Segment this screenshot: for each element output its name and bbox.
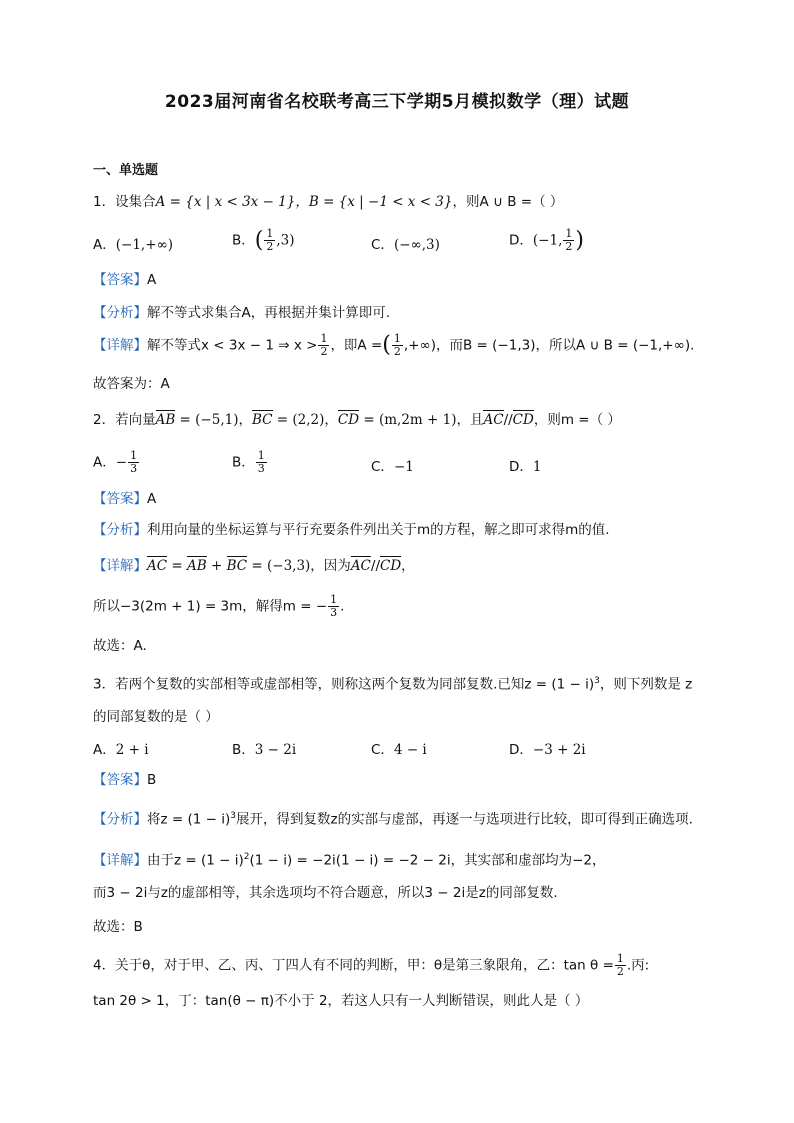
q3-option-a: A．2 + i: [93, 742, 149, 758]
q1-stem: 1．设集合A = {x | x < 3x − 1}，B = {x | −1 < x < 3}，则A ∪ B =（ ）: [93, 194, 564, 210]
q2-answer: 【答案】A: [93, 491, 157, 507]
q2-conclusion: 故选：A.: [93, 638, 147, 654]
q4-stem: 4．关于θ，对于甲、乙、丙、丁四人有不同的判断，甲：θ是第三象限角，乙：tan θ = $\frac{1}{2}$ .丙:: [93, 952, 650, 978]
q3-answer: 【答案】B: [93, 772, 157, 788]
q3-detail: 【详解】由于$z = (1 - i)^2(1 - i) = -2i(1 - i) = -2 - 2i$，其实部和虚部均为−2，: [93, 852, 606, 869]
q3-option-c: C．4 − i: [371, 742, 427, 758]
q3-option-b: B．3 − 2i: [232, 742, 297, 758]
q1-option-b: B．( $\frac{1}{2}$ ,3): [232, 227, 295, 253]
q3-stem-line2: 的同部复数的是（ ）: [93, 709, 219, 725]
q1-option-c: C．(−∞,3): [371, 237, 440, 253]
q2-option-c: C．−1: [371, 459, 414, 475]
q2-analysis: 【分析】利用向量的坐标运算与平行充要条件列出关于m的方程，解之即可求得m的值.: [93, 522, 610, 538]
q1-analysis: 【分析】解不等式求集合A，再根据并集计算即可.: [93, 305, 391, 321]
q1-option-d: D．(−1, $\frac{1}{2}$ ): [509, 227, 584, 253]
q2-stem: 2．若向量AB = (−5,1)，BC = (2,2)，CD = (m,2m + 1)，且AC//CD，则m =（ ）: [93, 412, 621, 428]
q2-option-d: D．1: [509, 459, 542, 475]
q1-conclusion: 故答案为：A: [93, 376, 170, 392]
q3-stem: 3．若两个复数的实部相等或虚部相等，则称这两个复数为同部复数.已知$z = (1 - i)^3$，则下列数是 z: [93, 676, 693, 693]
q1-option-a: A．(−1,+∞): [93, 237, 174, 253]
section-heading: 一、单选题: [93, 163, 159, 178]
q3-conclusion: 故选：B: [93, 919, 143, 935]
q2-option-a: A．− $\frac{1}{3}$: [93, 449, 138, 475]
q3-option-d: D．−3 + 2i: [509, 742, 586, 758]
q2-option-b: B． $\frac{1}{3}$: [232, 449, 265, 475]
q3-detail-line2: 而3 − 2i与z的虚部相等，其余选项均不符合题意，所以3 − 2i是z的同部复数.: [93, 885, 558, 901]
q1-detail: 【详解】解不等式x < 3x − 1 ⇒ x > $\frac{1}{2}$ ，即A =( $\frac{1}{2}$ ,+∞)，而B = (−1,3)，所以A ∪ B = (−1,+∞).: [93, 332, 695, 358]
q1-answer: 【答案】A: [93, 272, 157, 288]
q3-analysis: 【分析】将$z = (1 - i)^3$展开，得到复数z的实部与虚部，再逐一与选项进行比较，即可得到正确选项.: [93, 811, 693, 828]
q2-detail: 【详解】AC = AB + BC = (−3,3)，因为AC//CD，: [93, 558, 415, 574]
q4-stem-line2: tan 2θ > 1，丁：tan(θ − π)不小于 2，若这人只有一人判断错误，则此人是（ ）: [93, 993, 589, 1009]
q2-detail-line2: 所以−3(2m + 1) = 3m，解得m = − $\frac{1}{3}$ .: [93, 593, 345, 619]
page-title: 2023届河南省名校联考高三下学期5月模拟数学（理）试题: [164, 92, 630, 112]
